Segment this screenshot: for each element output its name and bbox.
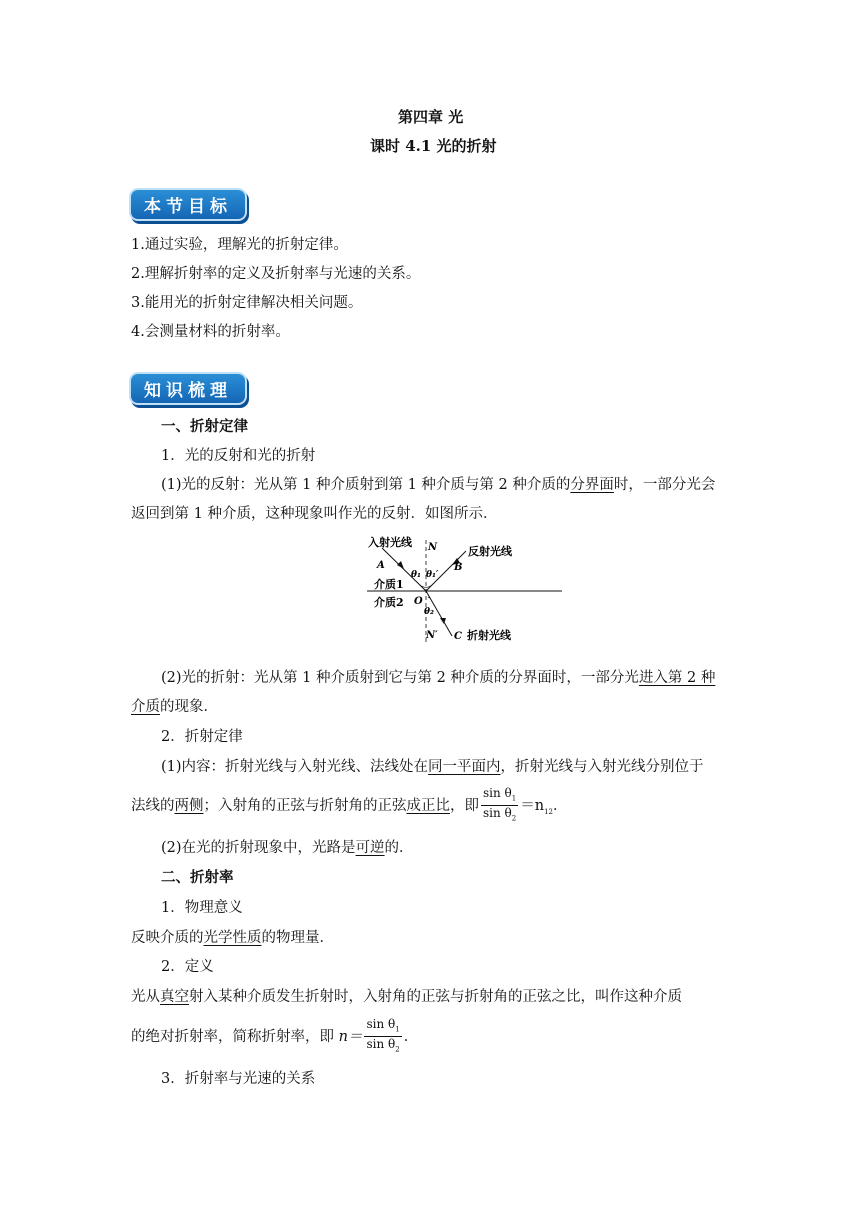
objective-item: 1.通过实验，理解光的折射定律。: [131, 237, 348, 253]
paragraph-law-cont: 法线的两侧；入射角的正弦与折射角的正弦成正比，即 $\frac{\sin \theta_1}{\sin \theta_2}$ $=n_{12}$．: [131, 786, 568, 826]
objectives-banner: 本节目标: [131, 190, 245, 219]
label-refracted: 折射光线: [467, 629, 511, 642]
label-A: A: [377, 560, 385, 571]
objective-item: 2.理解折射率的定义及折射率与光速的关系。: [131, 266, 421, 282]
label-theta1: θ₁: [411, 570, 421, 580]
paragraph-meaning: 反映介质的光学性质的物理量．: [131, 930, 334, 946]
label-medium2: 介质2: [374, 596, 404, 609]
paragraph-refraction: (2)光的折射：光从第 1 种介质射到它与第 2 种介质的分界面时，一部分光进入第 2 种: [161, 670, 716, 686]
paragraph-definition-cont: 的绝对折射率，简称折射率，即 n＝ $\frac{\sin \theta_1}{\sin \theta_2}$ ．: [131, 1017, 418, 1057]
subsection-heading: 1．光的反射和光的折射: [161, 448, 316, 464]
label-incident: 入射光线: [368, 536, 412, 549]
label-theta1p: θ₁′: [426, 570, 439, 580]
label-medium1: 介质1: [374, 578, 404, 591]
paragraph-law: (1)内容：折射光线与入射光线、法线处在同一平面内，折射光线与入射光线分别位于: [161, 759, 704, 775]
subsection-heading: 3．折射率与光速的关系: [161, 1071, 316, 1087]
subsection-heading: 2．折射定律: [161, 729, 243, 745]
paragraph-definition: 光从真空射入某种介质发生折射时，入射角的正弦与折射角的正弦之比，叫作这种介质: [131, 989, 682, 1005]
snell-fraction: $\frac{\sin \theta_1}{\sin \theta_2}$: [483, 786, 517, 823]
label-C: C: [454, 631, 462, 642]
objective-item: 3.能用光的折射定律解决相关问题。: [131, 295, 363, 311]
label-theta2: θ₂: [424, 607, 434, 617]
knowledge-banner: 知识梳理: [131, 374, 245, 403]
label-N-prime: N′: [426, 630, 438, 641]
label-O: O: [414, 596, 423, 607]
section-heading: 一、折射定律: [161, 418, 248, 435]
objective-item: 4.会测量材料的折射率。: [131, 324, 290, 340]
subsection-heading: 2．定义: [161, 959, 214, 975]
reflection-refraction-diagram: [362, 532, 572, 647]
section-heading: 二、折射率: [161, 869, 234, 886]
paragraph-reflection-cont: 返回到第 1 种介质，这种现象叫作光的反射．如图所示．: [131, 506, 498, 522]
paragraph-reversible: (2)在光的折射现象中，光路是可逆的．: [161, 840, 414, 856]
index-fraction: $\frac{\sin \theta_1}{\sin \theta_2}$: [366, 1017, 400, 1054]
label-reflected: 反射光线: [468, 545, 512, 558]
lesson-title: 课时 4.1 光的折射: [370, 137, 497, 155]
subsection-heading: 1．物理意义: [161, 900, 243, 916]
chapter-title: 第四章 光: [398, 108, 464, 126]
paragraph-refraction-cont: 介质的现象．: [131, 699, 218, 715]
paragraph-reflection: (1)光的反射：光从第 1 种介质射到第 1 种介质与第 2 种介质的分界面时，一部分光会: [161, 477, 716, 493]
label-B: B: [454, 562, 463, 573]
label-N: N: [428, 542, 438, 553]
